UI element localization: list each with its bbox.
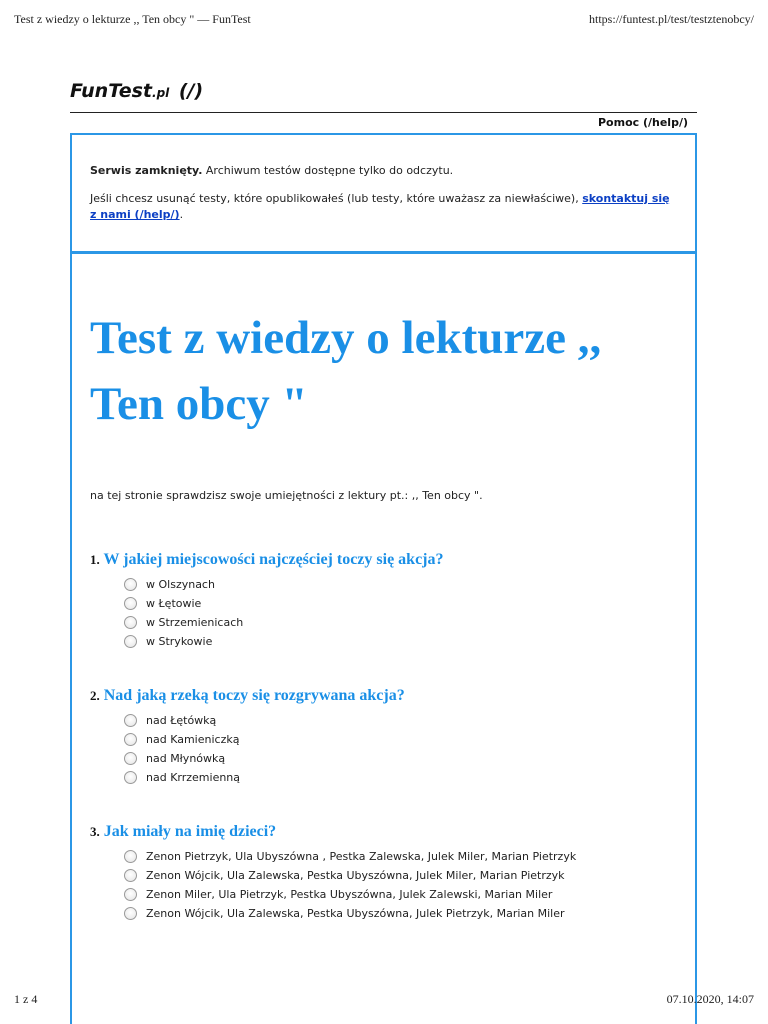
answer-label[interactable]: nad Krrzemienną xyxy=(146,771,241,784)
answer-label[interactable]: w Łętowie xyxy=(146,597,202,610)
answer-list xyxy=(90,575,680,651)
radio-button[interactable] xyxy=(124,616,137,629)
question-2 xyxy=(90,684,680,787)
answer-option[interactable] xyxy=(124,768,680,787)
radio-button[interactable] xyxy=(124,733,137,746)
print-page-url: https://funtest.pl/test/testztenobcy/ xyxy=(589,12,754,26)
answer-option[interactable] xyxy=(124,847,680,866)
notice-remove-end: . xyxy=(179,208,184,221)
question-heading xyxy=(90,548,680,572)
site-logo[interactable] xyxy=(70,80,203,102)
answer-label[interactable]: nad Kamieniczką xyxy=(146,733,240,746)
answer-list xyxy=(90,711,680,787)
print-datetime: 07.10.2020, 14:07 xyxy=(666,992,754,1006)
answer-label[interactable]: nad Łętówką xyxy=(146,714,217,727)
answer-option[interactable] xyxy=(124,594,680,613)
answer-label[interactable]: w Olszynach xyxy=(146,578,215,591)
help-link[interactable]: Pomoc (/help/) xyxy=(597,116,688,129)
notice-closed-text: Archiwum testów dostępne tylko do odczytu. xyxy=(202,164,454,177)
answer-label[interactable]: Zenon Wójcik, Ula Zalewska, Pestka Ubyszówna, Julek Miler, Marian Pietrzyk xyxy=(146,869,565,882)
answer-option[interactable] xyxy=(124,904,680,923)
answer-option[interactable] xyxy=(124,730,680,749)
radio-button[interactable] xyxy=(124,771,137,784)
radio-button[interactable] xyxy=(124,850,137,863)
question-heading xyxy=(90,684,680,708)
radio-button[interactable] xyxy=(124,635,137,648)
notice-remove-line xyxy=(90,191,677,223)
question-heading xyxy=(90,820,680,844)
question-number: 1. xyxy=(90,552,100,567)
radio-button[interactable] xyxy=(124,714,137,727)
logo-tld-text: .pl xyxy=(152,86,170,100)
notice-closed-line xyxy=(90,163,677,179)
main-panel xyxy=(70,133,697,1024)
answer-option[interactable] xyxy=(124,575,680,594)
answer-option[interactable] xyxy=(124,613,680,632)
answer-option[interactable] xyxy=(124,711,680,730)
answer-label[interactable]: nad Młynówką xyxy=(146,752,226,765)
radio-button[interactable] xyxy=(124,869,137,882)
question-number: 3. xyxy=(90,824,100,839)
answer-label[interactable]: w Strzemienicach xyxy=(146,616,244,629)
question-number: 2. xyxy=(90,688,100,703)
print-footer xyxy=(14,992,754,1008)
answer-option[interactable] xyxy=(124,885,680,904)
question-text: Nad jaką rzeką toczy się rozgrywana akcja? xyxy=(103,687,405,704)
radio-button[interactable] xyxy=(124,597,137,610)
question-3 xyxy=(90,820,680,923)
answer-option[interactable] xyxy=(124,866,680,885)
radio-button[interactable] xyxy=(124,907,137,920)
logo-main-text: FunTest xyxy=(70,80,153,102)
question-text: W jakiej miejscowości najczęściej toczy się akcja? xyxy=(103,551,444,568)
question-1 xyxy=(90,548,680,651)
page-title: Test z wiedzy o lekturze ,, Ten obcy " xyxy=(90,312,602,430)
answer-label[interactable]: Zenon Pietrzyk, Ula Ubyszówna , Pestka Zalewska, Julek Miler, Marian Pietrzyk xyxy=(146,850,577,863)
page-indicator: 1 z 4 xyxy=(14,992,38,1006)
notice-remove-text: Jeśli chcesz usunąć testy, które opublikowałeś (lub testy, które uważasz za niewłaściwe), xyxy=(90,192,583,205)
answer-label[interactable]: Zenon Miler, Ula Pietrzyk, Pestka Ubyszówna, Julek Zalewski, Marian Miler xyxy=(146,888,553,901)
print-header xyxy=(14,12,754,30)
radio-button[interactable] xyxy=(124,752,137,765)
test-intro: na tej stronie sprawdzisz swoje umiejętności z lektury pt.: ,, Ten obcy ". xyxy=(90,489,483,502)
header-divider xyxy=(70,112,697,113)
logo-url-text: (/) xyxy=(178,80,204,102)
contact-us-link[interactable]: skontaktuj się z nami (/help/) xyxy=(90,192,670,221)
answer-option[interactable] xyxy=(124,749,680,768)
notice-closed-bold: Serwis zamknięty. xyxy=(90,164,203,177)
answer-option[interactable] xyxy=(124,632,680,651)
radio-button[interactable] xyxy=(124,888,137,901)
answer-list xyxy=(90,847,680,923)
answer-label[interactable]: Zenon Wójcik, Ula Zalewska, Pestka Ubyszówna, Julek Pietrzyk, Marian Miler xyxy=(146,907,565,920)
service-closed-notice xyxy=(72,135,695,254)
answer-label[interactable]: w Strykowie xyxy=(146,635,213,648)
print-page-title: Test z wiedzy o lekturze ,, Ten obcy " — FunTest xyxy=(14,12,251,26)
question-text: Jak miały na imię dzieci? xyxy=(103,823,277,840)
logo-link[interactable] xyxy=(70,82,203,101)
radio-button[interactable] xyxy=(124,578,137,591)
